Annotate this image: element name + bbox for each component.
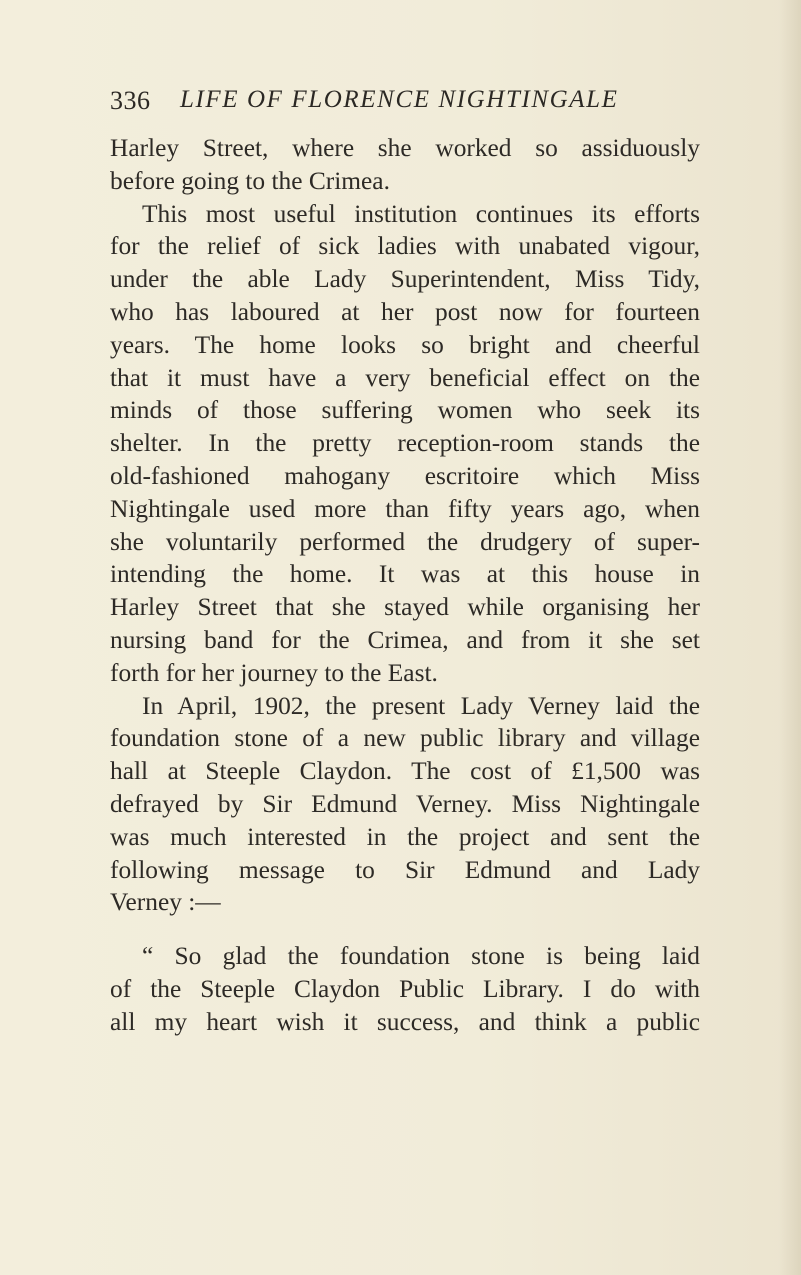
page-edge-shadow [779,0,801,1275]
text-line: hall at Steeple Claydon. The cost of £1,500 was [110,757,700,786]
text-line: Harley Street, where she worked so assiduously [110,134,700,162]
text-line: all my heart wish it success, and think a public [110,1007,700,1036]
text-line: was much interested in the project and sent the [110,822,700,851]
text-line: shelter. In the pretty reception-room stands the [110,429,700,458]
text-line: nursing band for the Crimea, and from it she set [110,625,700,654]
text-line: In April, 1902, the present Lady Verney laid the [142,691,700,720]
text-line: Harley Street that she stayed while organising her [110,593,700,622]
paragraph-gap [110,919,700,940]
text-line: intending the home. It was at this house in [110,560,700,589]
text-line: years. The home looks so bright and cheerful [110,330,700,359]
text-line: old-fashioned mahogany escritoire which Miss [110,461,700,490]
text-line: This most useful institution continues its efforts [142,199,700,228]
page-number: 336 [110,86,151,115]
text-line: “ So glad the foundation stone is being laid [142,942,700,971]
text-line: Nightingale used more than fifty years ago, when [110,494,700,523]
text-line: before going to the Crimea. [110,166,390,195]
text-line: for the relief of sick ladies with unabated vigour, [110,232,700,261]
text-line: Verney :— [110,888,221,917]
text-line: who has laboured at her post now for fourteen [110,297,700,326]
text-line: following message to Sir Edmund and Lady [110,855,700,884]
text-line: of the Steeple Claydon Public Library. I do with [110,974,700,1003]
text-line: that it must have a very beneficial effect on the [110,363,700,392]
running-head: LIFE OF FLORENCE NIGHTINGALE [180,86,619,113]
text-line: under the able Lady Superintendent, Miss Tidy, [110,265,700,294]
page-header [110,86,700,122]
text-line: forth for her journey to the East. [110,658,438,687]
text-line: she voluntarily performed the drudgery of super- [110,527,700,556]
text-line: foundation stone of a new public library and village [110,724,700,753]
body-text [110,132,700,1039]
text-line: defrayed by Sir Edmund Verney. Miss Nightingale [110,789,700,818]
text-line: minds of those suffering women who seek its [110,396,700,425]
